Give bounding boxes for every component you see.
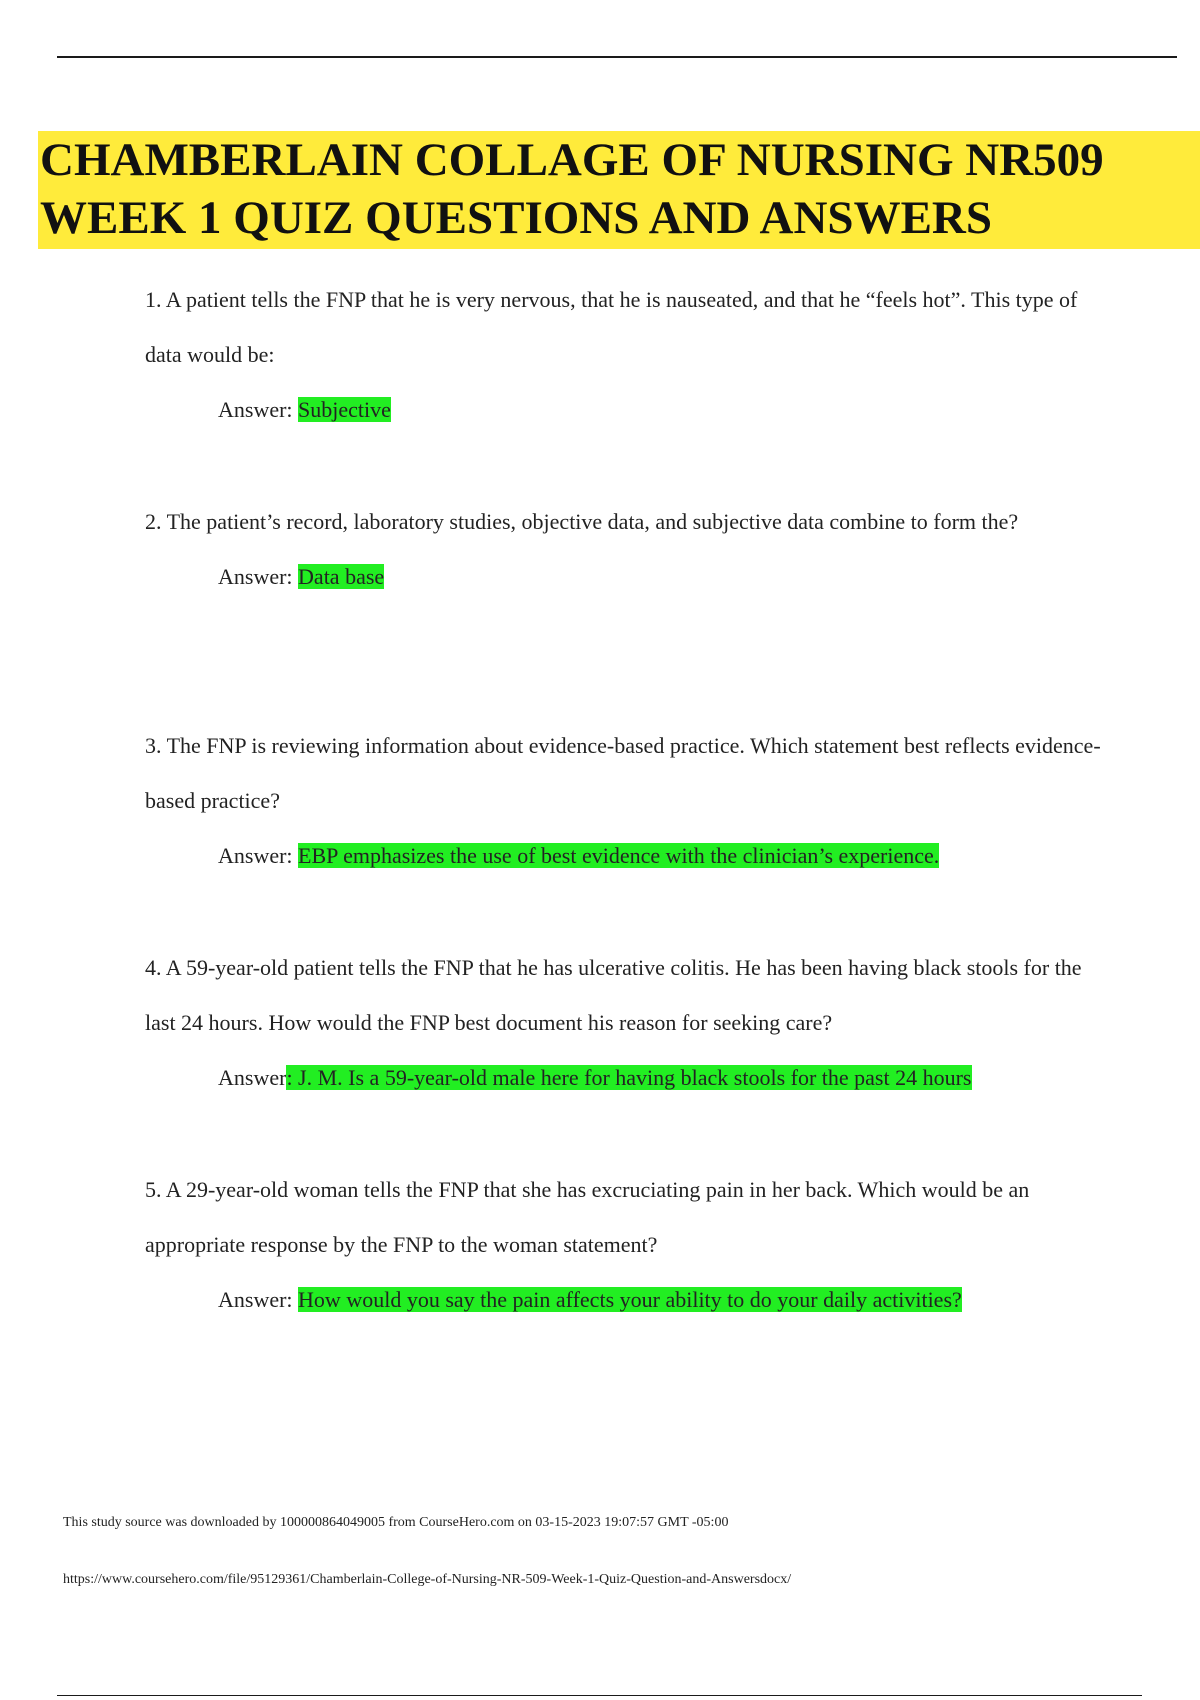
- question-block-1: [145, 272, 1105, 437]
- question-text: 1. A patient tells the FNP that he is very nervous, that he is nauseated, and that he “feels hot”. This type of data would be:: [145, 287, 1078, 367]
- answer-line: [145, 382, 1105, 437]
- question-text: 5. A 29-year-old woman tells the FNP that she has excruciating pain in her back. Which would be an appropriate response by the FNP to the woman statement?: [145, 1177, 1030, 1257]
- answer-highlight: Subjective: [298, 397, 391, 422]
- answer-label: Answer:: [218, 843, 299, 868]
- answer-line: [145, 549, 1105, 604]
- download-source-notice: This study source was downloaded by 100000864049005 from CourseHero.com on 03-15-2023 19:07:57 GMT -05:00: [63, 1515, 729, 1530]
- answer-label: Answer:: [218, 564, 299, 589]
- question-text: 3. The FNP is reviewing information about evidence-based practice. Which statement best reflects evidence-based practice?: [145, 733, 1101, 813]
- answer-line: [145, 1272, 1105, 1327]
- answer-label: Answer: [218, 1065, 287, 1090]
- question-block-5: [145, 1162, 1105, 1327]
- source-url: https://www.coursehero.com/file/95129361/Chamberlain-College-of-Nursing-NR-509-Week-1-Quiz-Question-and-Answersdocx/: [63, 1572, 792, 1587]
- answer-label: Answer:: [218, 397, 299, 422]
- answer-highlight: EBP emphasizes the use of best evidence with the clinician’s experience.: [298, 843, 940, 868]
- question-block-2: [145, 494, 1105, 604]
- header-rule: [57, 56, 1177, 58]
- question-block-4: [145, 940, 1105, 1105]
- question-text: 4. A 59-year-old patient tells the FNP that he has ulcerative colitis. He has been having black stools for the last 24 hours. How would the FNP best document his reason for seeking care?: [145, 955, 1082, 1035]
- answer-line: [145, 1050, 1105, 1105]
- footer-rule: [57, 1695, 1142, 1696]
- answer-highlight: How would you say the pain affects your ability to do your daily activities?: [298, 1287, 962, 1312]
- document-title: CHAMBERLAIN COLLAGE OF NURSING NR509 WEEK 1 QUIZ QUESTIONS AND ANSWERS: [40, 134, 1104, 244]
- answer-line: [145, 828, 1105, 883]
- question-text: 2. The patient’s record, laboratory studies, objective data, and subjective data combine to form the?: [145, 509, 1019, 534]
- answer-highlight: : J. M. Is a 59-year-old male here for having black stools for the past 24 hours: [286, 1065, 972, 1090]
- answer-highlight: Data base: [298, 564, 385, 589]
- question-block-3: [145, 718, 1105, 883]
- answer-label: Answer:: [218, 1287, 299, 1312]
